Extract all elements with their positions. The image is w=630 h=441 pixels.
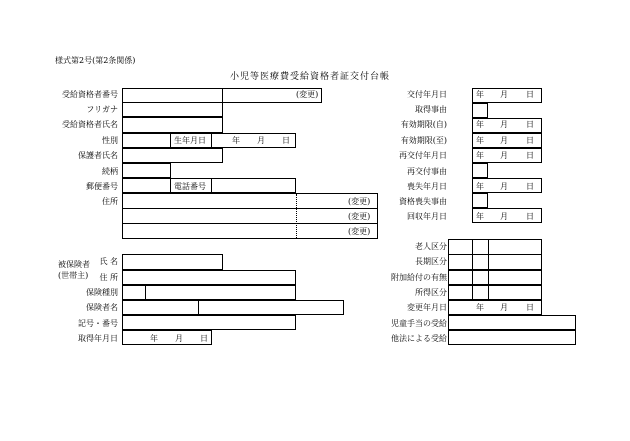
label-insured-name: 氏 名 xyxy=(99,257,118,266)
label-other-law-benefit: 他法による受給 xyxy=(391,334,447,343)
insurer-name-field[interactable] xyxy=(122,300,344,315)
label-acquisition-reason: 取得事由 xyxy=(415,105,447,114)
elderly-category-field[interactable] xyxy=(448,239,542,255)
address-field[interactable] xyxy=(122,193,378,239)
postal-phone-row xyxy=(122,178,296,193)
birth-day-unit: 日 xyxy=(282,136,290,145)
relationship-field[interactable] xyxy=(122,163,171,178)
additional-benefit-field[interactable] xyxy=(448,270,542,285)
insured-name-field[interactable] xyxy=(122,254,223,270)
divider xyxy=(198,300,199,315)
year-unit: 年 xyxy=(476,182,484,191)
guardian-name-field[interactable] xyxy=(122,148,223,163)
month-unit: 月 xyxy=(500,151,508,160)
day-unit: 日 xyxy=(526,151,534,160)
divider xyxy=(472,239,473,255)
divider xyxy=(488,270,489,285)
label-gender: 性別 xyxy=(102,136,118,145)
label-relationship: 続柄 xyxy=(102,167,118,176)
day-unit: 日 xyxy=(526,303,534,312)
acq-month-unit: 月 xyxy=(175,334,183,343)
month-unit: 月 xyxy=(500,212,508,221)
reissue-reason-field[interactable] xyxy=(472,163,488,178)
label-insured-head: 被保険者 xyxy=(58,260,90,269)
insurance-type-field[interactable] xyxy=(122,285,296,300)
divider xyxy=(472,270,473,285)
day-unit: 日 xyxy=(526,120,534,129)
label-recipient-name: 受給資格者氏名 xyxy=(62,120,118,129)
acq-day-unit: 日 xyxy=(200,334,208,343)
insured-address-field[interactable] xyxy=(122,270,296,285)
birth-year-unit: 年 xyxy=(232,136,240,145)
divider xyxy=(222,88,223,103)
label-insurer-name: 保険者名 xyxy=(86,303,118,312)
label-validity-from: 有効期限(自) xyxy=(400,120,447,129)
divider xyxy=(211,178,212,193)
label-collection-date: 回収年月日 xyxy=(407,212,447,221)
label-reissue-date: 再交付年月日 xyxy=(399,151,447,160)
label-elderly-category: 老人区分 xyxy=(415,242,447,251)
divider xyxy=(145,285,146,300)
year-unit: 年 xyxy=(476,136,484,145)
year-unit: 年 xyxy=(476,120,484,129)
label-insured-sub: (世帯主) xyxy=(58,271,89,280)
label-recipient-number: 受給資格者番号 xyxy=(62,90,118,99)
label-furigana: フリガナ xyxy=(86,105,118,114)
year-unit: 年 xyxy=(476,212,484,221)
change-label: (変更) xyxy=(296,90,319,99)
label-address: 住所 xyxy=(102,197,118,206)
month-unit: 月 xyxy=(500,303,508,312)
year-unit: 年 xyxy=(476,90,484,99)
label-symbol-number: 記号・番号 xyxy=(78,319,118,328)
birth-month-unit: 月 xyxy=(257,136,265,145)
label-income-category: 所得区分 xyxy=(415,288,447,297)
month-unit: 月 xyxy=(500,136,508,145)
month-unit: 月 xyxy=(500,182,508,191)
divider xyxy=(472,285,473,300)
label-change-date: 変更年月日 xyxy=(407,303,447,312)
symbol-number-field[interactable] xyxy=(122,315,296,330)
loss-reason-field[interactable] xyxy=(472,193,488,208)
divider xyxy=(488,285,489,300)
label-issue-date: 交付年月日 xyxy=(407,90,447,99)
day-unit: 日 xyxy=(526,90,534,99)
child-allowance-field[interactable] xyxy=(448,315,576,330)
page-title: 小児等医療費受給資格者証交付台帳 xyxy=(230,72,391,82)
change-label: (変更) xyxy=(348,197,371,206)
year-unit: 年 xyxy=(476,151,484,160)
label-long-term-category: 長期区分 xyxy=(415,257,447,266)
acquisition-date-field[interactable] xyxy=(122,330,212,345)
form-number: 様式第2号(第2条関係) xyxy=(55,56,136,65)
dotted-divider xyxy=(296,194,297,238)
recipient-name-field[interactable] xyxy=(122,117,223,133)
label-acquisition-date: 取得年月日 xyxy=(78,334,118,343)
divider xyxy=(170,133,171,148)
divider xyxy=(488,254,489,270)
other-law-benefit-field[interactable] xyxy=(448,330,576,345)
year-unit: 年 xyxy=(476,303,484,312)
divider xyxy=(488,239,489,255)
label-loss-reason: 資格喪失事由 xyxy=(399,197,447,206)
day-unit: 日 xyxy=(526,182,534,191)
acq-year-unit: 年 xyxy=(150,334,158,343)
furigana-field[interactable] xyxy=(122,102,223,117)
label-insured-address: 住 所 xyxy=(99,273,118,282)
gender-birth-row xyxy=(122,133,296,148)
label-insurance-type: 保険種別 xyxy=(86,288,118,297)
month-unit: 月 xyxy=(500,90,508,99)
label-postal-code: 郵便番号 xyxy=(86,182,118,191)
income-category-field[interactable] xyxy=(448,285,542,300)
label-loss-date: 喪失年月日 xyxy=(407,182,447,191)
divider xyxy=(122,223,378,224)
acquisition-reason-field[interactable] xyxy=(472,103,488,118)
change-label: (変更) xyxy=(348,227,371,236)
divider xyxy=(472,254,473,270)
change-label: (変更) xyxy=(348,212,371,221)
label-guardian-name: 保護者氏名 xyxy=(78,151,118,160)
label-phone-number: 電話番号 xyxy=(174,182,206,191)
month-unit: 月 xyxy=(500,120,508,129)
label-reissue-reason: 再交付事由 xyxy=(407,167,447,176)
label-birth-date: 生年月日 xyxy=(174,136,206,145)
label-child-allowance: 児童手当の受給 xyxy=(391,319,447,328)
day-unit: 日 xyxy=(526,212,534,221)
divider xyxy=(211,133,212,148)
label-validity-to: 有効期限(至) xyxy=(400,136,447,145)
label-additional-benefit: 附加給付の有無 xyxy=(391,273,447,282)
day-unit: 日 xyxy=(526,136,534,145)
divider xyxy=(122,208,378,209)
long-term-category-field[interactable] xyxy=(448,254,542,270)
divider xyxy=(170,178,171,193)
